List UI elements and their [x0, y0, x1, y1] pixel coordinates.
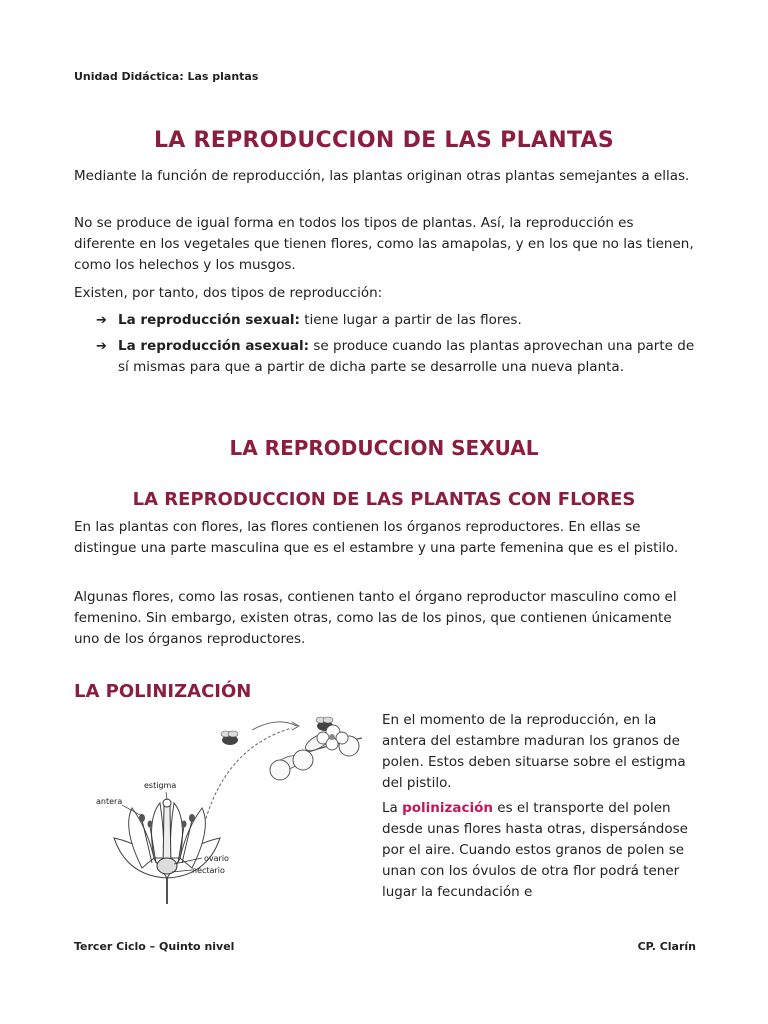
polinizacion-term: polinización: [402, 800, 494, 816]
main-title: LA REPRODUCCION DE LAS PLANTAS: [153, 128, 615, 153]
existen-paragraph: Existen, por tanto, dos tipos de reproducción:: [74, 285, 383, 301]
arrow-icon: ➔: [96, 313, 107, 328]
bullet-asexual-text: [118, 336, 696, 378]
flores-paragraph-1: En las plantas con flores, las flores contienen los órganos reproductores. En ellas se distingue una parte masculina que es el estambre y una parte femenina que es el pistilo.: [74, 519, 679, 556]
arrow-icon: ➔: [96, 339, 107, 354]
label-nectario: nectario: [192, 866, 225, 875]
bullet-label: La reproducción sexual:: [118, 312, 300, 328]
section-title-polinizacion: LA POLINIZACIÓN: [74, 681, 252, 702]
label-antera: antera: [96, 797, 123, 806]
bullet-sexual-text: [118, 310, 696, 331]
types-paragraph: No se produce de igual forma en todos los tipos de plantas. Así, la reproducción es diferente en los vegetales que tienen flores, como las amapolas, y en los que no las tienen, como los helechos y los musgos.: [74, 215, 694, 273]
polinizacion-paragraph-2: [382, 798, 702, 903]
polinizacion-paragraph-1: En el momento de la reproducción, en la antera del estambre maduran los granos de polen. Estos deben situarse sobre el estigma del pistilo.: [382, 712, 686, 791]
pol-post: es el transporte del polen desde unas flores hasta otras, dispersándose por el aire. Cuando estos granos de polen se unan con los óvulos de otra flor podrá tener lugar la fecundación e: [382, 800, 688, 900]
footer-right: CP. Clarín: [637, 940, 696, 953]
bee-icon: [221, 731, 238, 745]
subsection-title-flores: LA REPRODUCCION DE LAS PLANTAS CON FLORES: [132, 489, 636, 510]
flower-pollination-illustration: [92, 708, 370, 904]
footer-left: Tercer Ciclo – Quinto nivel: [74, 940, 235, 953]
page-header: Unidad Didáctica: Las plantas: [74, 70, 259, 83]
label-estigma: estigma: [144, 781, 177, 790]
bullet-body: se produce cuando las plantas aprovechan una parte de sí mismas para que a partir de dicha parte se desarrolle una nueva planta.: [118, 338, 695, 375]
label-ovario: ovario: [204, 854, 229, 863]
pol-pre: La: [382, 800, 403, 816]
intro-paragraph: Mediante la función de reproducción, las plantas originan otras plantas semejantes a ellas.: [74, 168, 690, 184]
section-title-sexual: LA REPRODUCCION SEXUAL: [229, 436, 539, 460]
flower-diagram-svg: [92, 708, 370, 904]
flores-paragraph-2: Algunas flores, como las rosas, contienen tanto el órgano reproductor masculino como el femenino. Sin embargo, existen otras, como las de los pinos, que contienen únicamente uno de los órganos reproductores.: [74, 589, 677, 647]
bullet-body: tiene lugar a partir de las flores.: [299, 312, 522, 328]
bullet-label: La reproducción asexual:: [118, 338, 310, 354]
